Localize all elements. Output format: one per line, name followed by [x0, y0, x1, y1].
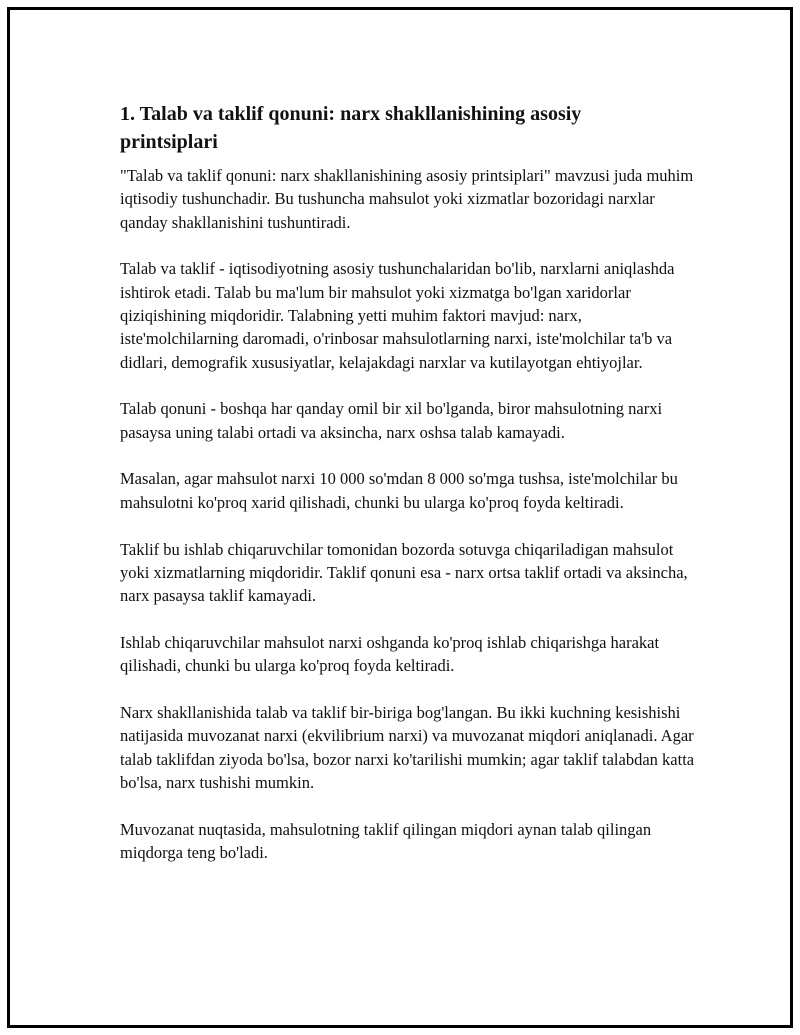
- paragraph-demand-definition: Talab va taklif - iqtisodiyotning asosiy tushunchalaridan bo'lib, narxlarni aniqlashda ishtirok etadi. Talab bu ma'lum bir mahsulot yoki xizmatga bo'lgan xaridorlar qiziqishining miqdoridir. Talabning yetti muhim faktori mavjud: narx, iste'molchilarning daromadi, o'rinbosar mahsulotlarning narxi, iste'molchilar ta'b va didlari, demografik xususiyatlar, kelajakdagi narxlar va kutilayotgan ehtiyojlar.: [120, 259, 675, 372]
- paragraph-producers: Ishlab chiqaruvchilar mahsulot narxi oshganda ko'proq ishlab chiqarishga harakat qilishadi, chunki bu ularga ko'proq foyda keltiradi.: [120, 632, 660, 676]
- page-frame: [7, 7, 793, 1028]
- paragraph-equilibrium: Narx shakllanishida talab va taklif bir-biriga bog'langan. Bu ikki kuchning kesishishi natijasida muvozanat narxi (ekvilibrium narxi) va muvozanat miqdori aniqlanadi. Agar talab taklifdan ziyoda bo'lsa, bozor narxi ko'tarilishi mumkin; agar taklif talabdan katta bo'lsa, narx tushishi mumkin.: [120, 703, 695, 792]
- paragraph-supply-definition: Taklif bu ishlab chiqaruvchilar tomonidan bozorda sotuvga chiqariladigan mahsulot yoki xizmatlarning miqdoridir. Taklif qonuni esa - narx ortsa taklif ortadi va aksincha, narx pasaysa taklif kamayadi.: [120, 539, 688, 606]
- paragraph-intro: "Talab va taklif qonuni: narx shakllanishining asosiy printsiplari" mavzusi juda muhim iqtisodiy tushunchadir. Bu tushuncha mahsulot yoki xizmatlar bozoridagi narxlar qanday shakllanishini tushuntiradi.: [120, 166, 694, 232]
- document-body: [120, 100, 700, 888]
- document-heading: 1. Talab va taklif qonuni: narx shakllanishining asosiy printsiplari: [120, 103, 582, 153]
- paragraph-demand-example: Masalan, agar mahsulot narxi 10 000 so'mdan 8 000 so'mga tushsa, iste'molchilar bu mahsulotni ko'proq xarid qilishadi, chunki bu ularga ko'proq foyda keltiradi.: [120, 469, 678, 512]
- paragraph-equilibrium-point: Muvozanat nuqtasida, mahsulotning taklif qilingan miqdori aynan talab qilingan miqdorga teng bo'ladi.: [120, 819, 652, 863]
- paragraph-law-of-demand: Talab qonuni - boshqa har qanday omil bir xil bo'lganda, biror mahsulotning narxi pasaysa uning talabi ortadi va aksincha, narx oshsa talab kamayadi.: [120, 399, 663, 442]
